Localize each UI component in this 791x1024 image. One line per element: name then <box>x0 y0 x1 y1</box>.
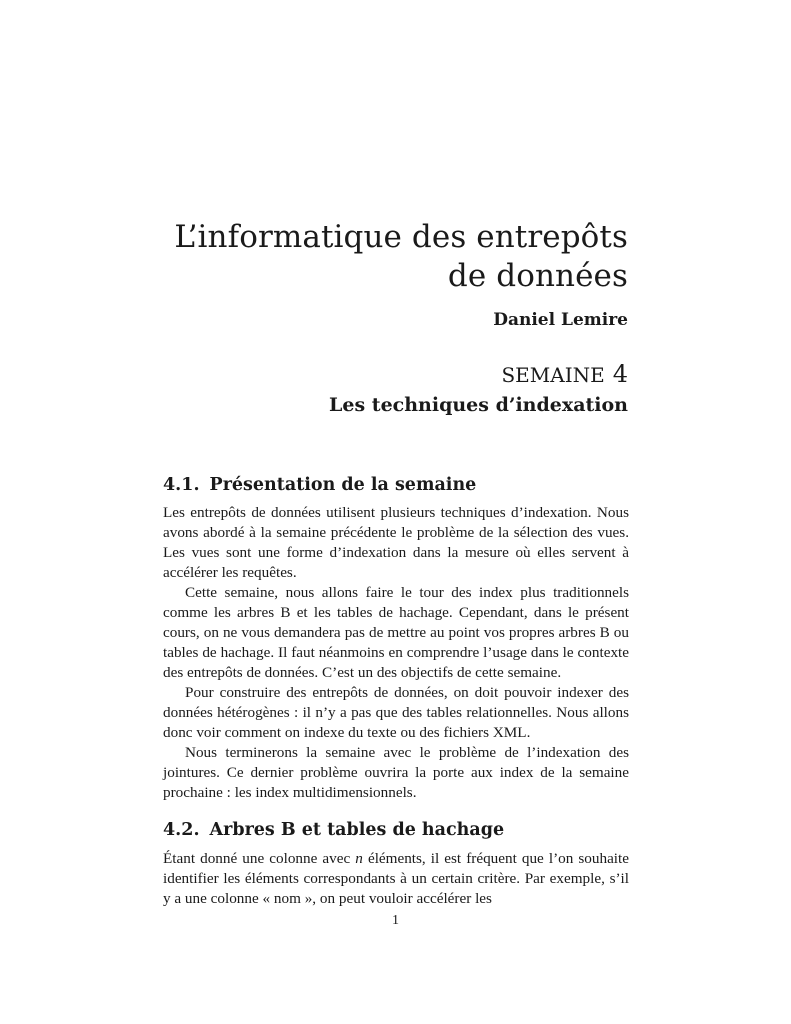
week-heading <box>160 360 628 389</box>
paragraph-end: éléments, il est fréquent que l’on souhaite identifier les éléments correspondants à un certain critère. Par exemple, s’il y a une colonne « nom », on peut vouloir accélérer les <box>163 850 629 907</box>
paragraph: Cette semaine, nous allons faire le tour des index plus traditionnels comme les arbres B et les tables de hachage. Cependant, dans le présent cours, on ne vous demandera pas de mettre au point vos propres arbres B ou tables de hachage. Il faut néanmoins en comprendre l’usage dans le contexte des entrepôts de données. C’est un des objectifs de cette semaine. <box>163 584 629 681</box>
section-body <box>163 849 629 909</box>
document-title <box>160 218 628 296</box>
section-heading <box>163 818 504 842</box>
page-number: 1 <box>392 913 399 928</box>
section-number: 4.2. <box>163 820 200 840</box>
math-variable: n <box>355 850 363 867</box>
week-number: 4 <box>612 360 628 388</box>
section-heading <box>163 473 476 497</box>
paragraph <box>163 849 629 909</box>
title-line-1: L’informatique des entrepôts <box>174 219 628 255</box>
title-line-2: de données <box>447 258 628 294</box>
section-title: Présentation de la semaine <box>209 475 477 495</box>
author-name: Daniel Lemire <box>493 310 628 330</box>
paragraph: Nous terminerons la semaine avec le problème de l’indexation des jointures. Ce dernier problème ouvrira la porte aux index de la semaine prochaine : les index multidimensionnels. <box>163 744 629 801</box>
paragraph: Pour construire des entrepôts de données, on doit pouvoir indexer des données hétérogènes : il n’y a pas que des tables relationnelles. Nous allons donc voir comment on indexe du texte ou des fichiers XML. <box>163 684 629 741</box>
section-number: 4.1. <box>163 475 200 495</box>
section-title: Arbres B et tables de hachage <box>209 820 505 840</box>
section-body <box>163 503 629 803</box>
week-label: SEMAINE <box>501 363 605 387</box>
week-subtitle: Les techniques d’indexation <box>329 394 628 416</box>
paragraph-start: Étant donné une colonne avec <box>163 850 356 867</box>
paragraph: Les entrepôts de données utilisent plusieurs techniques d’indexation. Nous avons abordé à la semaine précédente le problème de la sélection des vues. Les vues sont une forme d’indexation dans la mesure où elles servent à accélérer les requêtes. <box>163 504 629 581</box>
